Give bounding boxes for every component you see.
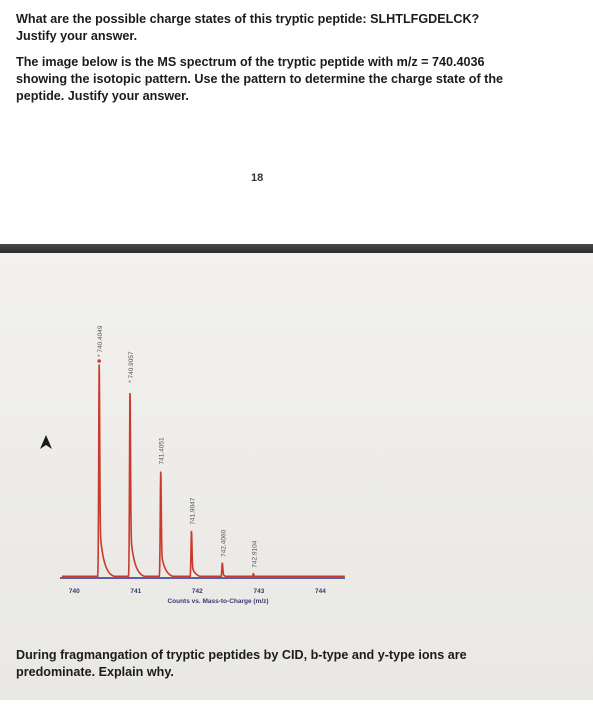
x-axis-label: Counts vs. Mass-to-Charge (m/z) [167, 598, 269, 605]
peak-label: 741.4051 [158, 437, 166, 465]
peak-label: * 740.4049 [97, 325, 105, 357]
question-1-line-2: Justify your answer. [16, 29, 138, 43]
page-divider [0, 244, 593, 253]
question-2-line-2: showing the isotopic pattern. Use the pattern to determine the charge state of the [16, 72, 504, 86]
question-2-line-3: peptide. Justify your answer. [16, 89, 189, 103]
page-number: 18 [251, 172, 264, 184]
question-1-line-1: What are the possible charge states of this tryptic peptide: SLHTLFGDELCK? [16, 12, 480, 26]
spectrum-trace [62, 364, 345, 576]
ms-spectrum-chart [0, 253, 593, 700]
peak-label: * 740.9057 [128, 351, 135, 383]
x-tick-label: 741 [130, 588, 142, 595]
question-3-line-2: predominate. Explain why. [16, 665, 174, 679]
x-tick-label: 743 [253, 588, 265, 595]
peak-label: 741.9047 [189, 497, 197, 525]
question-3 [16, 647, 576, 681]
x-tick-label: 740 [68, 588, 80, 595]
x-tick-label: 742 [191, 588, 203, 595]
question-2 [16, 54, 576, 105]
apex-marker [97, 359, 101, 363]
peaks-layer [62, 325, 345, 576]
question-1 [16, 11, 576, 45]
question-2-line-1: The image below is the MS spectrum of the tryptic peptide with m/z = 740.4036 [16, 55, 485, 69]
question-3-line-1: During fragmangation of tryptic peptides by CID, b-type and y-type ions are [16, 648, 467, 662]
spectrum-photo [0, 253, 593, 700]
peak-label: 742.9104 [251, 540, 259, 568]
arrow-marker-icon [40, 435, 52, 449]
peak-label: 742.4060 [220, 529, 228, 557]
x-tick-labels [69, 588, 326, 595]
x-tick-label: 744 [314, 588, 326, 595]
